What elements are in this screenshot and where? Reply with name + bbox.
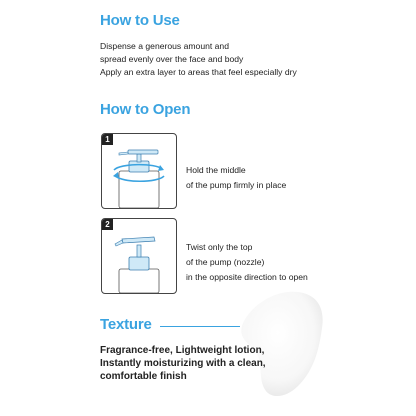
texture-line: Fragrance-free, Lightweight lotion, bbox=[100, 345, 265, 356]
step-2-description bbox=[186, 240, 308, 285]
step-1-description bbox=[186, 163, 286, 193]
texture-heading: Texture bbox=[100, 316, 152, 333]
texture-line: comfortable finish bbox=[100, 371, 187, 382]
step-2-line: of the pump (nozzle) bbox=[186, 257, 265, 267]
texture-line: Instantly moisturizing with a clean, bbox=[100, 358, 266, 369]
how-to-use-line: Dispense a generous amount and bbox=[100, 41, 229, 51]
step-1-line: of the pump firmly in place bbox=[186, 180, 287, 190]
step-1-number: 1 bbox=[102, 134, 113, 145]
how-to-use-line: Apply an extra layer to areas that feel especially dry bbox=[100, 67, 297, 77]
texture-description bbox=[100, 344, 266, 383]
step-2-line: Twist only the top bbox=[186, 242, 253, 252]
pump-bottle-icon bbox=[102, 219, 176, 293]
how-to-use-heading: How to Use bbox=[100, 12, 180, 29]
step-2-number: 2 bbox=[102, 219, 113, 230]
how-to-open-heading: How to Open bbox=[100, 101, 191, 118]
step-1-illustration bbox=[101, 133, 177, 209]
step-1-line: Hold the middle bbox=[186, 165, 246, 175]
how-to-use-line: spread evenly over the face and body bbox=[100, 54, 244, 64]
pump-bottle-icon bbox=[102, 134, 176, 208]
step-2-line: in the opposite direction to open bbox=[186, 272, 308, 282]
step-2-illustration bbox=[101, 218, 177, 294]
how-to-use-description bbox=[100, 40, 297, 79]
